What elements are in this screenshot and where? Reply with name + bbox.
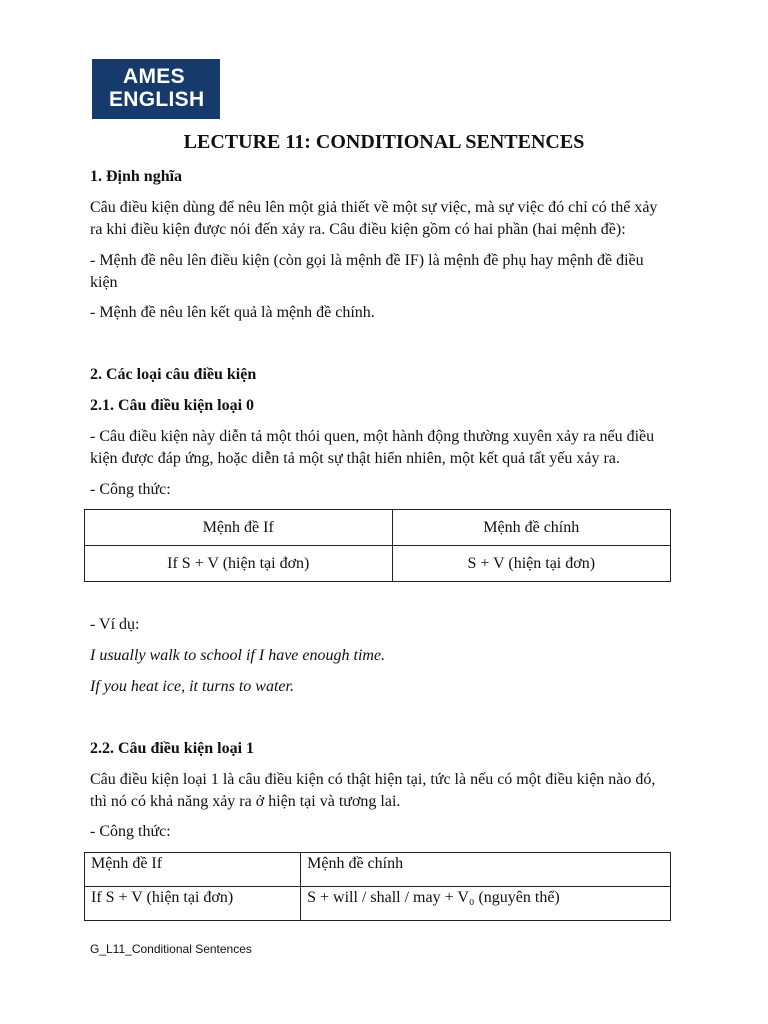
section-2-1-desc-line-1: - Câu điều kiện này diễn tả một thói quen, một hành động thường xuyên xảy ra nếu điều — [90, 428, 655, 445]
table-cell: S + will / shall / may + V₀ (nguyên thể) — [301, 887, 671, 921]
section-1-bullet-1-line-2: kiện — [90, 274, 118, 291]
example-sentence: If you heat ice, it turns to water. — [90, 678, 294, 695]
section-2-2-desc-line-2: thì nó có khả năng xảy ra ở hiện tại và tương lai. — [90, 793, 401, 810]
table-header-row — [85, 853, 671, 887]
lecture-title: LECTURE 11: CONDITIONAL SENTENCES — [183, 131, 585, 153]
table-cell: Mệnh đề If — [85, 853, 301, 887]
logo-line-1: AMES — [123, 65, 185, 88]
table-cell: Mệnh đề chính — [301, 853, 671, 887]
type-1-formula-table — [84, 852, 671, 921]
page-footer: G_L11_Conditional Sentences — [90, 942, 252, 956]
section-2-1-desc-line-2: kiện được đáp ứng, hoặc diễn tả một sự thật hiển nhiên, một kết quả tất yếu xảy ra. — [90, 450, 620, 467]
table-header-row — [85, 510, 671, 546]
table-cell: Mệnh đề If — [85, 510, 393, 546]
logo-line-2: ENGLISH — [109, 88, 205, 111]
section-2-2-formula-label: - Công thức: — [90, 823, 171, 840]
example-sentence: I usually walk to school if I have enough time. — [90, 647, 386, 664]
section-2-2-heading: 2.2. Câu điều kiện loại 1 — [90, 740, 255, 757]
section-2-1-heading: 2.1. Câu điều kiện loại 0 — [90, 397, 255, 414]
table-cell: Mệnh đề chính — [392, 510, 670, 546]
table-row — [85, 887, 671, 921]
table-cell: If S + V (hiện tại đơn) — [85, 546, 393, 582]
type-0-formula-table — [84, 509, 671, 582]
section-1-heading: 1. Định nghĩa — [90, 168, 183, 185]
table-cell: S + V (hiện tại đơn) — [392, 546, 670, 582]
ames-english-logo — [92, 59, 220, 119]
section-1-para-line-1: Câu điều kiện dùng để nêu lên một giả thiết về một sự việc, mà sự việc đó chỉ có thể xảy — [90, 199, 658, 216]
section-2-heading: 2. Các loại câu điều kiện — [90, 366, 257, 383]
section-1-bullet-2: - Mệnh đề nêu lên kết quả là mệnh đề chính. — [90, 304, 375, 321]
table-cell: If S + V (hiện tại đơn) — [85, 887, 301, 921]
section-2-1-formula-label: - Công thức: — [90, 481, 171, 498]
section-2-1-example-label: - Ví dụ: — [90, 616, 140, 633]
section-2-2-desc-line-1: Câu điều kiện loại 1 là câu điều kiện có thật hiện tại, tức là nếu có một điều kiện nào đó, — [90, 771, 656, 788]
section-1-bullet-1-line-1: - Mệnh đề nêu lên điều kiện (còn gọi là mệnh đề IF) là mệnh đề phụ hay mệnh đề điều — [90, 252, 644, 269]
section-1-para-line-2: ra khi điều kiện được nói đến xảy ra. Câu điều kiện gồm có hai phần (hai mệnh đề): — [90, 221, 626, 238]
table-row — [85, 546, 671, 582]
